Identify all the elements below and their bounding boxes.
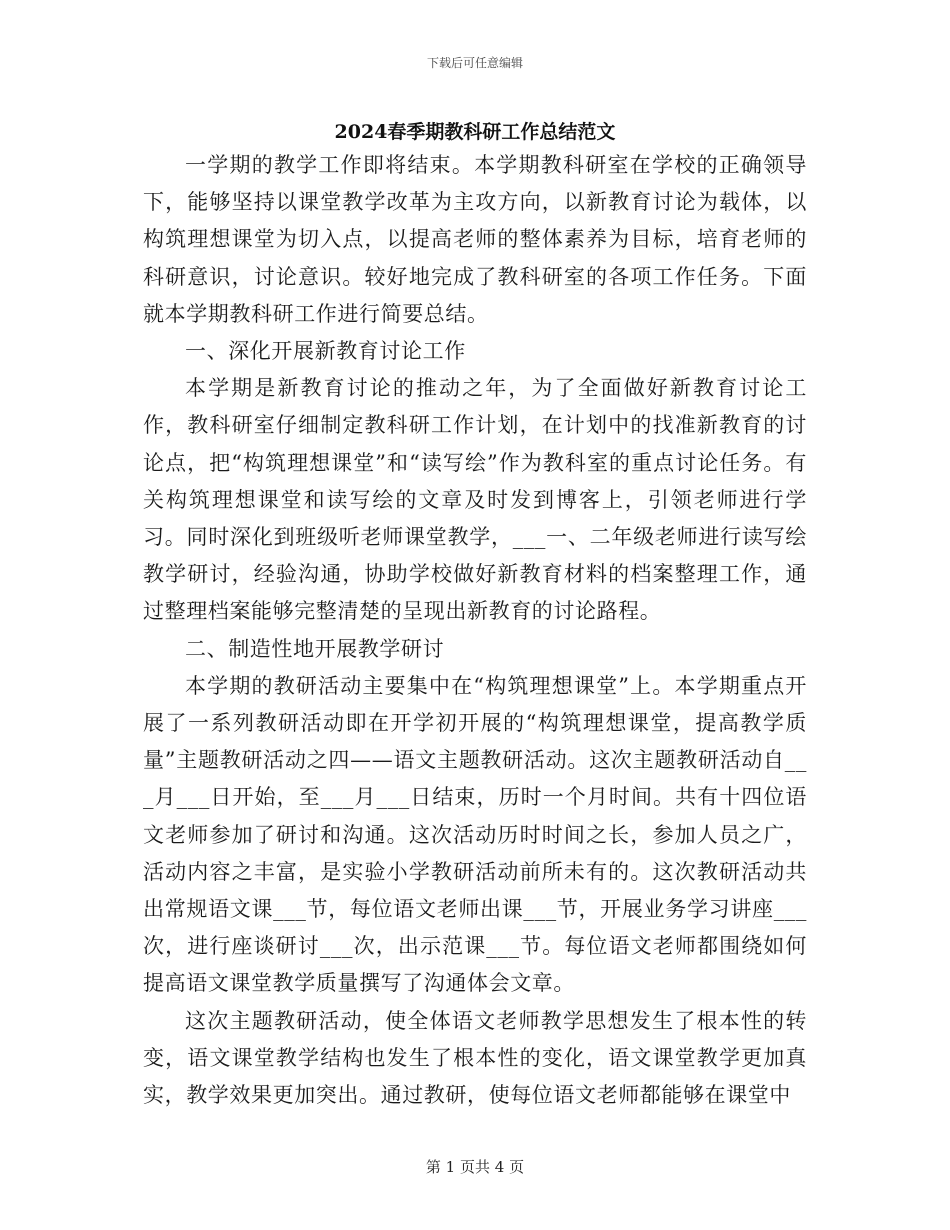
paragraph-intro: 一学期的教学工作即将结束。本学期教科研室在学校的正确领导下，能够坚持以课堂教学改革为主攻方向，以新教育讨论为载体，以构筑理想课堂为切入点，以提高老师的整体素养为目标，培育老师的科研意识，讨论意识。较好地完成了教科研室的各项工作任务。下面就本学期教科研工作进行简要总结。 [143,153,807,326]
page-header: 下载后可任意编辑 [426,56,523,70]
section-heading-1: 一、深化开展新教育讨论工作 [185,339,466,364]
section-heading-2: 二、制造性地开展教学研讨 [185,636,445,661]
document-body [143,147,807,1114]
paragraph-section-2-continued: 这次主题教研活动，使全体语文老师教学思想发生了根本性的转变，语文课堂教学结构也发生了根本性的变化，语文课堂教学更加真实，教学效果更加突出。通过教研，使每位语文老师都能够在课堂中 [143,1008,807,1108]
paragraph-section-2: 本学期的教研活动主要集中在“构筑理想课堂”上。本学期重点开展了一系列教研活动即在开学初开展的“构筑理想课堂，提高教学质量”主题教研活动之四——语文主题教研活动。这次主题教研活动自___月___日开始，至___月___日结束，历时一个月时间。共有十四位语文老师参加了研讨和沟通。这次活动历时时间之长，参加人员之广，活动内容之丰富，是实验小学教研活动前所未有的。这次教研活动共出常规语文课___节，每位语文老师出课___节，开展业务学习讲座___次，进行座谈研讨___次，出示范课___节。每位语文老师都围绕如何提高语文课堂教学质量撰写了沟通体会文章。 [143,673,807,996]
document-title: 2024春季期教科研工作总结范文 [334,121,616,143]
page-footer: 第 1 页共 4 页 [425,1158,525,1176]
paragraph-section-1: 本学期是新教育讨论的推动之年，为了全面做好新教育讨论工作，教科研室仔细制定教科研工作计划，在计划中的找准新教育的讨论点，把“构筑理想课堂”和“读写绘”作为教科室的重点讨论任务。有关构筑理想课堂和读写绘的文章及时发到博客上，引领老师进行学习。同时深化到班级听老师课堂教学，___一、二年级老师进行读写绘教学研讨，经验沟通，协助学校做好新教育材料的档案整理工作，通过整理档案能够完整清楚的呈现出新教育的讨论路程。 [143,376,807,624]
